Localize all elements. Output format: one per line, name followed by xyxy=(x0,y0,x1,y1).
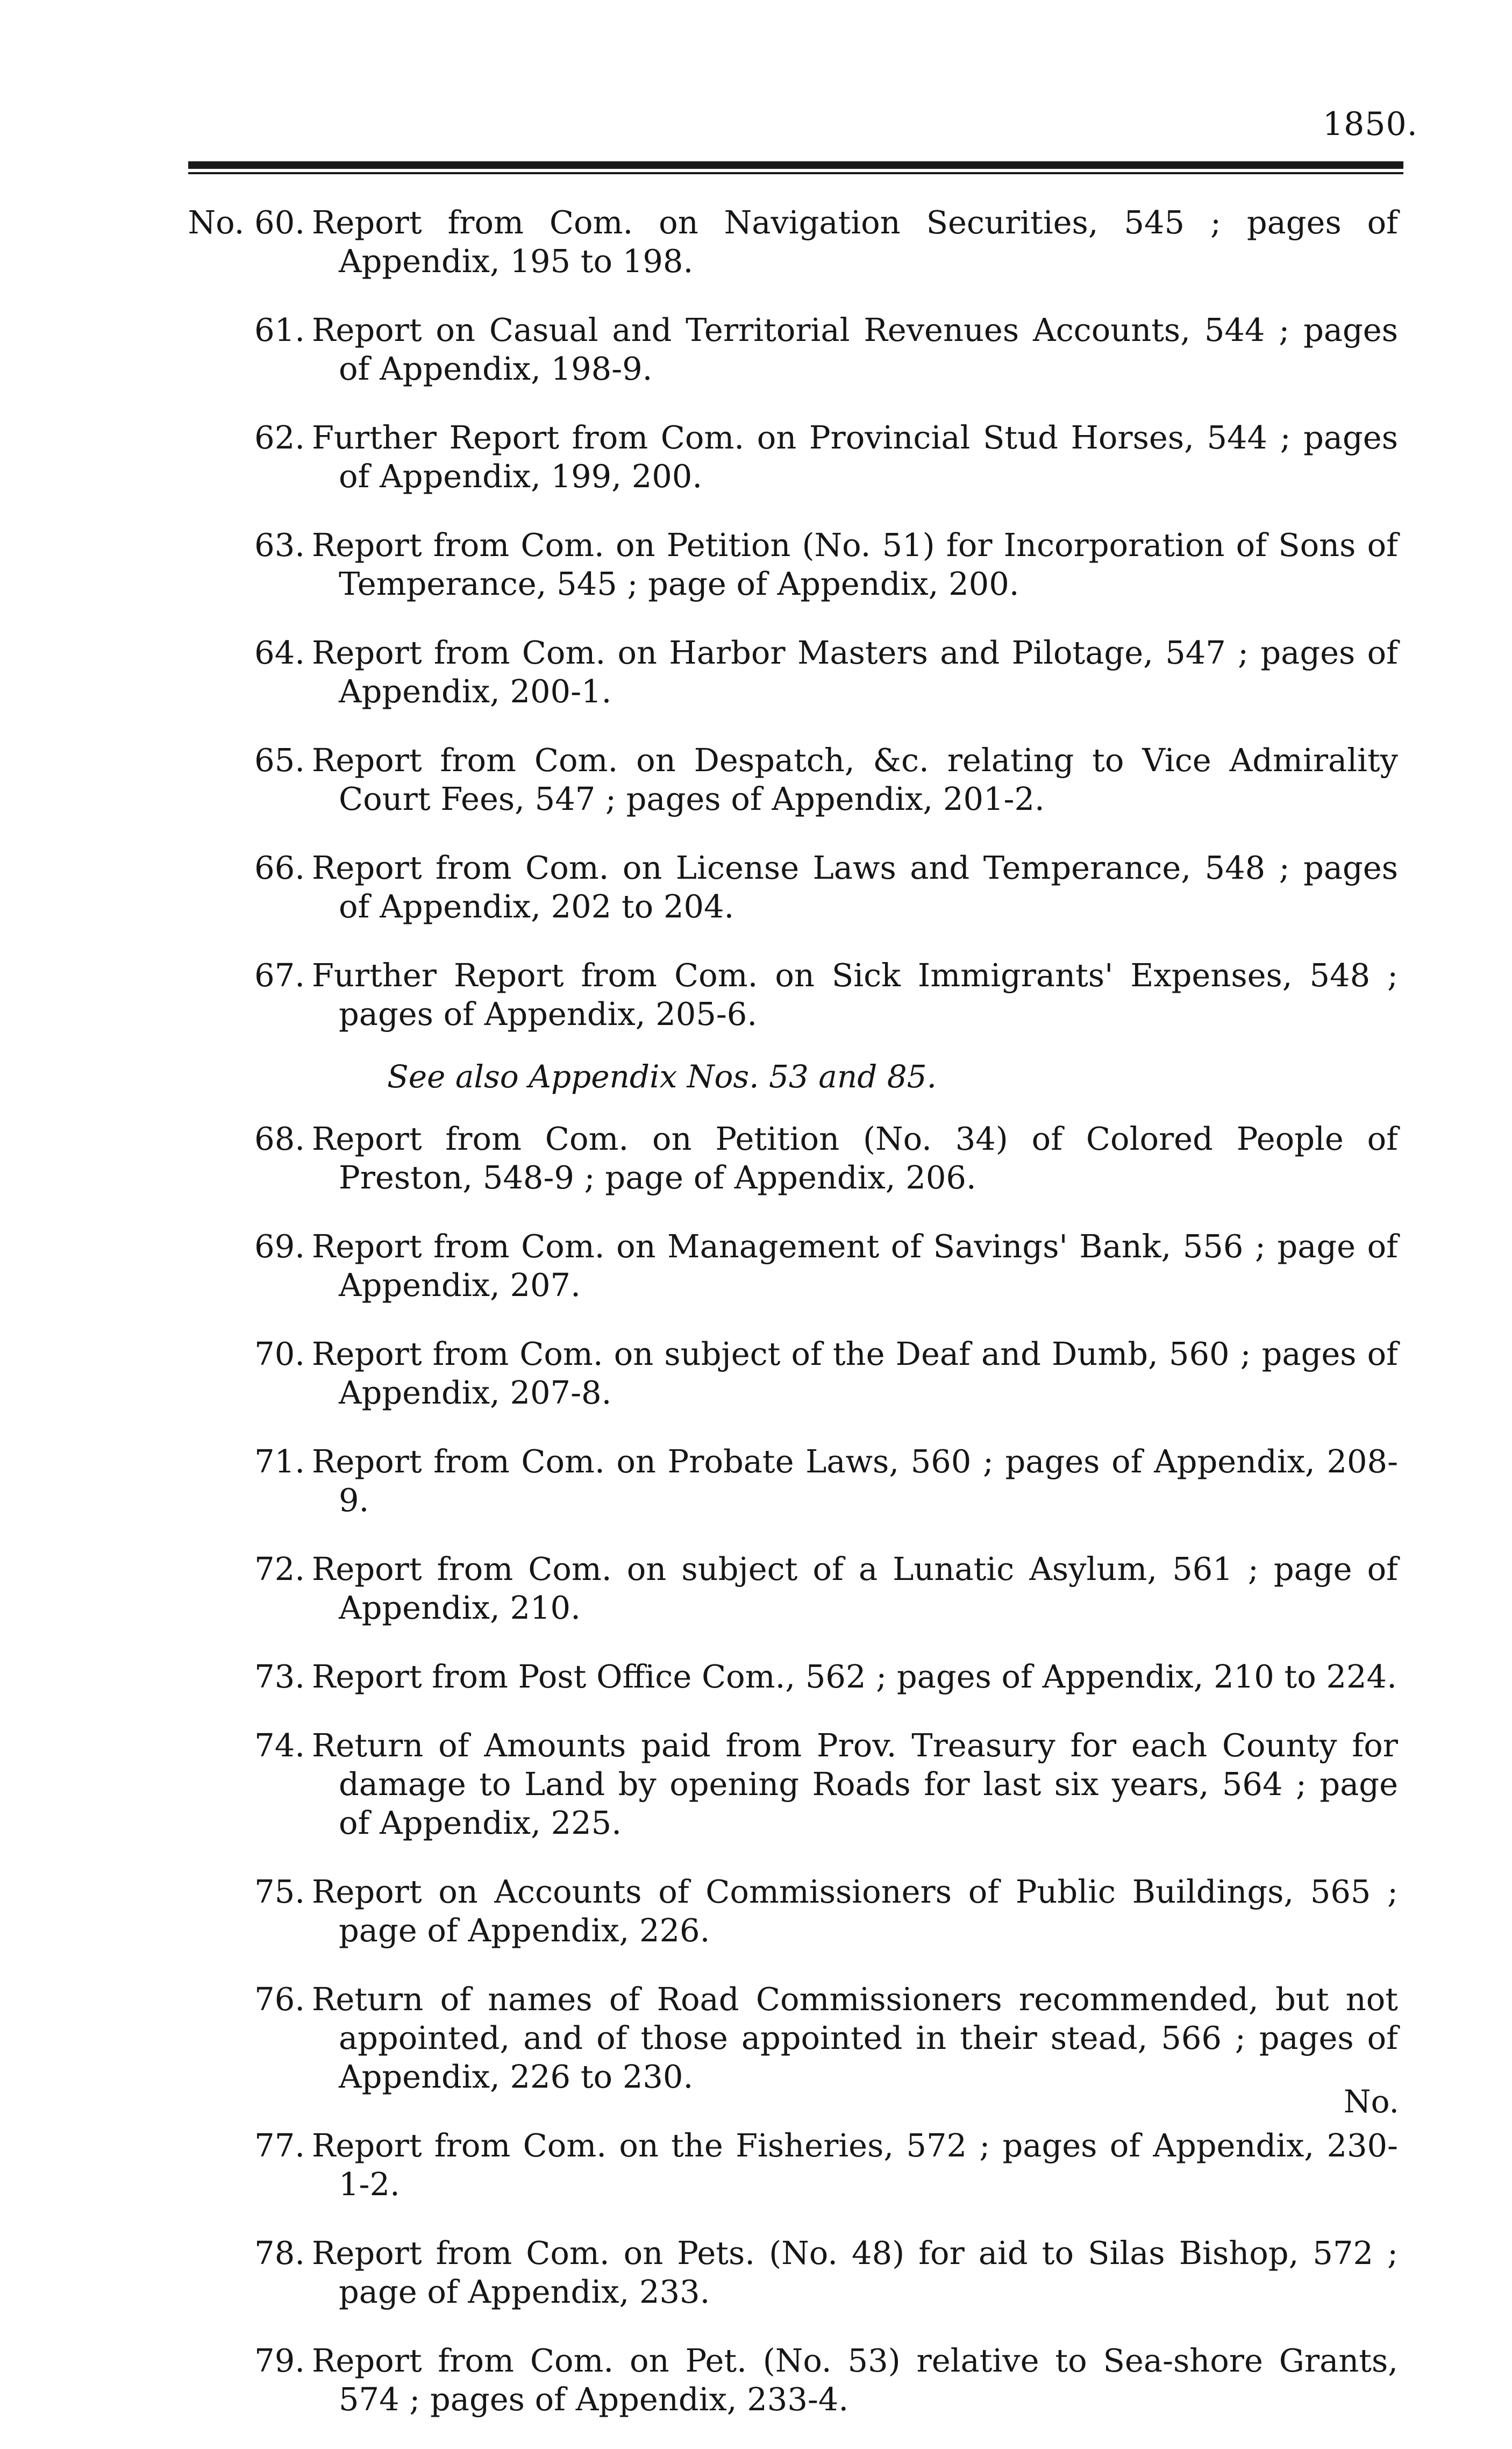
entry-text: Report from Com. on Petition (No. 51) for Incorporation of Sons of Temperance, 545 ; page of Appendix, 200. xyxy=(312,526,1398,602)
list-item xyxy=(0,418,1512,496)
entry-text: Report on Casual and Territorial Revenues Accounts, 544 ; pages of Appendix, 198-9. xyxy=(312,311,1398,387)
entry-number: 63. xyxy=(254,526,305,564)
see-also-note: See also Appendix Nos. 53 and 85. xyxy=(387,1058,937,1095)
entry-number: 69. xyxy=(254,1228,305,1265)
entry-number: 68. xyxy=(254,1120,305,1157)
list-item xyxy=(0,956,1512,1034)
list-item xyxy=(0,1657,1512,1696)
list-item xyxy=(0,1120,1512,1197)
entry-text: Report from Com. on Pet. (No. 53) relative to Sea-shore Grants, 574 ; pages of Appendix, 233-4. xyxy=(312,2342,1398,2418)
entry-number: 74. xyxy=(254,1727,305,1764)
entry-number: 70. xyxy=(254,1335,305,1372)
entry-text: Report from Com. on Petition (No. 34) of Colored People of Preston, 548-9 ; page of Appendix, 206. xyxy=(312,1120,1398,1196)
list-item xyxy=(0,526,1512,603)
entry-text: Report from Com. on Probate Laws, 560 ; pages of Appendix, 208-9. xyxy=(312,1443,1398,1519)
entry-text: Report from Com. on subject of the Deaf and Dumb, 560 ; pages of Appendix, 207-8. xyxy=(312,1335,1398,1411)
entry-text: Report from Com. on License Laws and Temperance, 548 ; pages of Appendix, 202 to 204. xyxy=(312,849,1398,925)
list-item xyxy=(0,849,1512,926)
entry-text: Report from Com. on Harbor Masters and Pilotage, 547 ; pages of Appendix, 200-1. xyxy=(312,634,1398,710)
entry-number: 64. xyxy=(254,634,305,671)
entry-text: Report on Accounts of Commissioners of Public Buildings, 565 ; page of Appendix, 226. xyxy=(312,1873,1398,1949)
catchword: No. xyxy=(1343,2083,1399,2120)
list-item xyxy=(0,2126,1512,2204)
list-item xyxy=(0,2234,1512,2311)
entry-text: Return of names of Road Commissioners recommended, but not appointed, and of those appointed in their stead, 566 ; pages of Appendix, 226 to 230. xyxy=(312,1981,1398,2095)
list-item xyxy=(0,203,1512,281)
list-item xyxy=(0,1726,1512,1842)
entry-text: Report from Com. on Navigation Securities, 545 ; pages of Appendix, 195 to 198. xyxy=(312,204,1398,280)
entry-number: 66. xyxy=(254,849,305,886)
entry-text: Return of Amounts paid from Prov. Treasury for each County for damage to Land by opening Roads for last six years, 564 ; page of Appendix, 225. xyxy=(312,1727,1398,1841)
entry-number: 65. xyxy=(254,742,305,779)
entry-number: 72. xyxy=(254,1550,305,1587)
entry-text: Report from Com. on Pets. (No. 48) for aid to Silas Bishop, 572 ; page of Appendix, 233. xyxy=(312,2234,1398,2310)
entry-text: Report from Com. on subject of a Lunatic Asylum, 561 ; page of Appendix, 210. xyxy=(312,1550,1398,1626)
entry-number: 75. xyxy=(254,1873,305,1910)
header-rule-thin xyxy=(188,172,1403,174)
entry-number: 73. xyxy=(254,1658,305,1695)
list-item xyxy=(0,1442,1512,1520)
entry-number: No. 60. xyxy=(188,204,305,241)
list-item xyxy=(0,2341,1512,2419)
entry-text: Report from Com. on Management of Savings' Bank, 556 ; page of Appendix, 207. xyxy=(312,1228,1398,1304)
entry-text: Further Report from Com. on Provincial Stud Horses, 544 ; pages of Appendix, 199, 200. xyxy=(312,419,1398,495)
list-item xyxy=(0,741,1512,818)
list-item xyxy=(0,1980,1512,2096)
report-list xyxy=(0,203,1512,2449)
entry-number: 67. xyxy=(254,957,305,994)
entry-number: 61. xyxy=(254,311,305,348)
list-item xyxy=(0,1335,1512,1412)
list-item xyxy=(0,1550,1512,1627)
entry-text: Report from Com. on Despatch, &c. relating to Vice Admirality Court Fees, 547 ; pages of Appendix, 201-2. xyxy=(312,742,1398,817)
list-item xyxy=(0,311,1512,388)
list-item xyxy=(0,633,1512,711)
entry-number: 79. xyxy=(254,2342,305,2379)
entry-number: 76. xyxy=(254,1981,305,2018)
entry-text: Report from Post Office Com., 562 ; pages of Appendix, 210 to 224. xyxy=(312,1658,1397,1695)
entry-text: Report from Com. on the Fisheries, 572 ; pages of Appendix, 230-1-2. xyxy=(312,2127,1398,2203)
list-item xyxy=(0,1873,1512,1950)
page-year: 1850. xyxy=(1323,105,1418,143)
entry-text: Further Report from Com. on Sick Immigrants' Expenses, 548 ; pages of Appendix, 205-6. xyxy=(312,957,1398,1033)
entry-number: 62. xyxy=(254,419,305,456)
header-rule xyxy=(188,161,1403,169)
entry-number: 71. xyxy=(254,1443,305,1480)
entry-number: 78. xyxy=(254,2234,305,2272)
entry-number: 77. xyxy=(254,2127,305,2164)
list-item xyxy=(0,1227,1512,1305)
